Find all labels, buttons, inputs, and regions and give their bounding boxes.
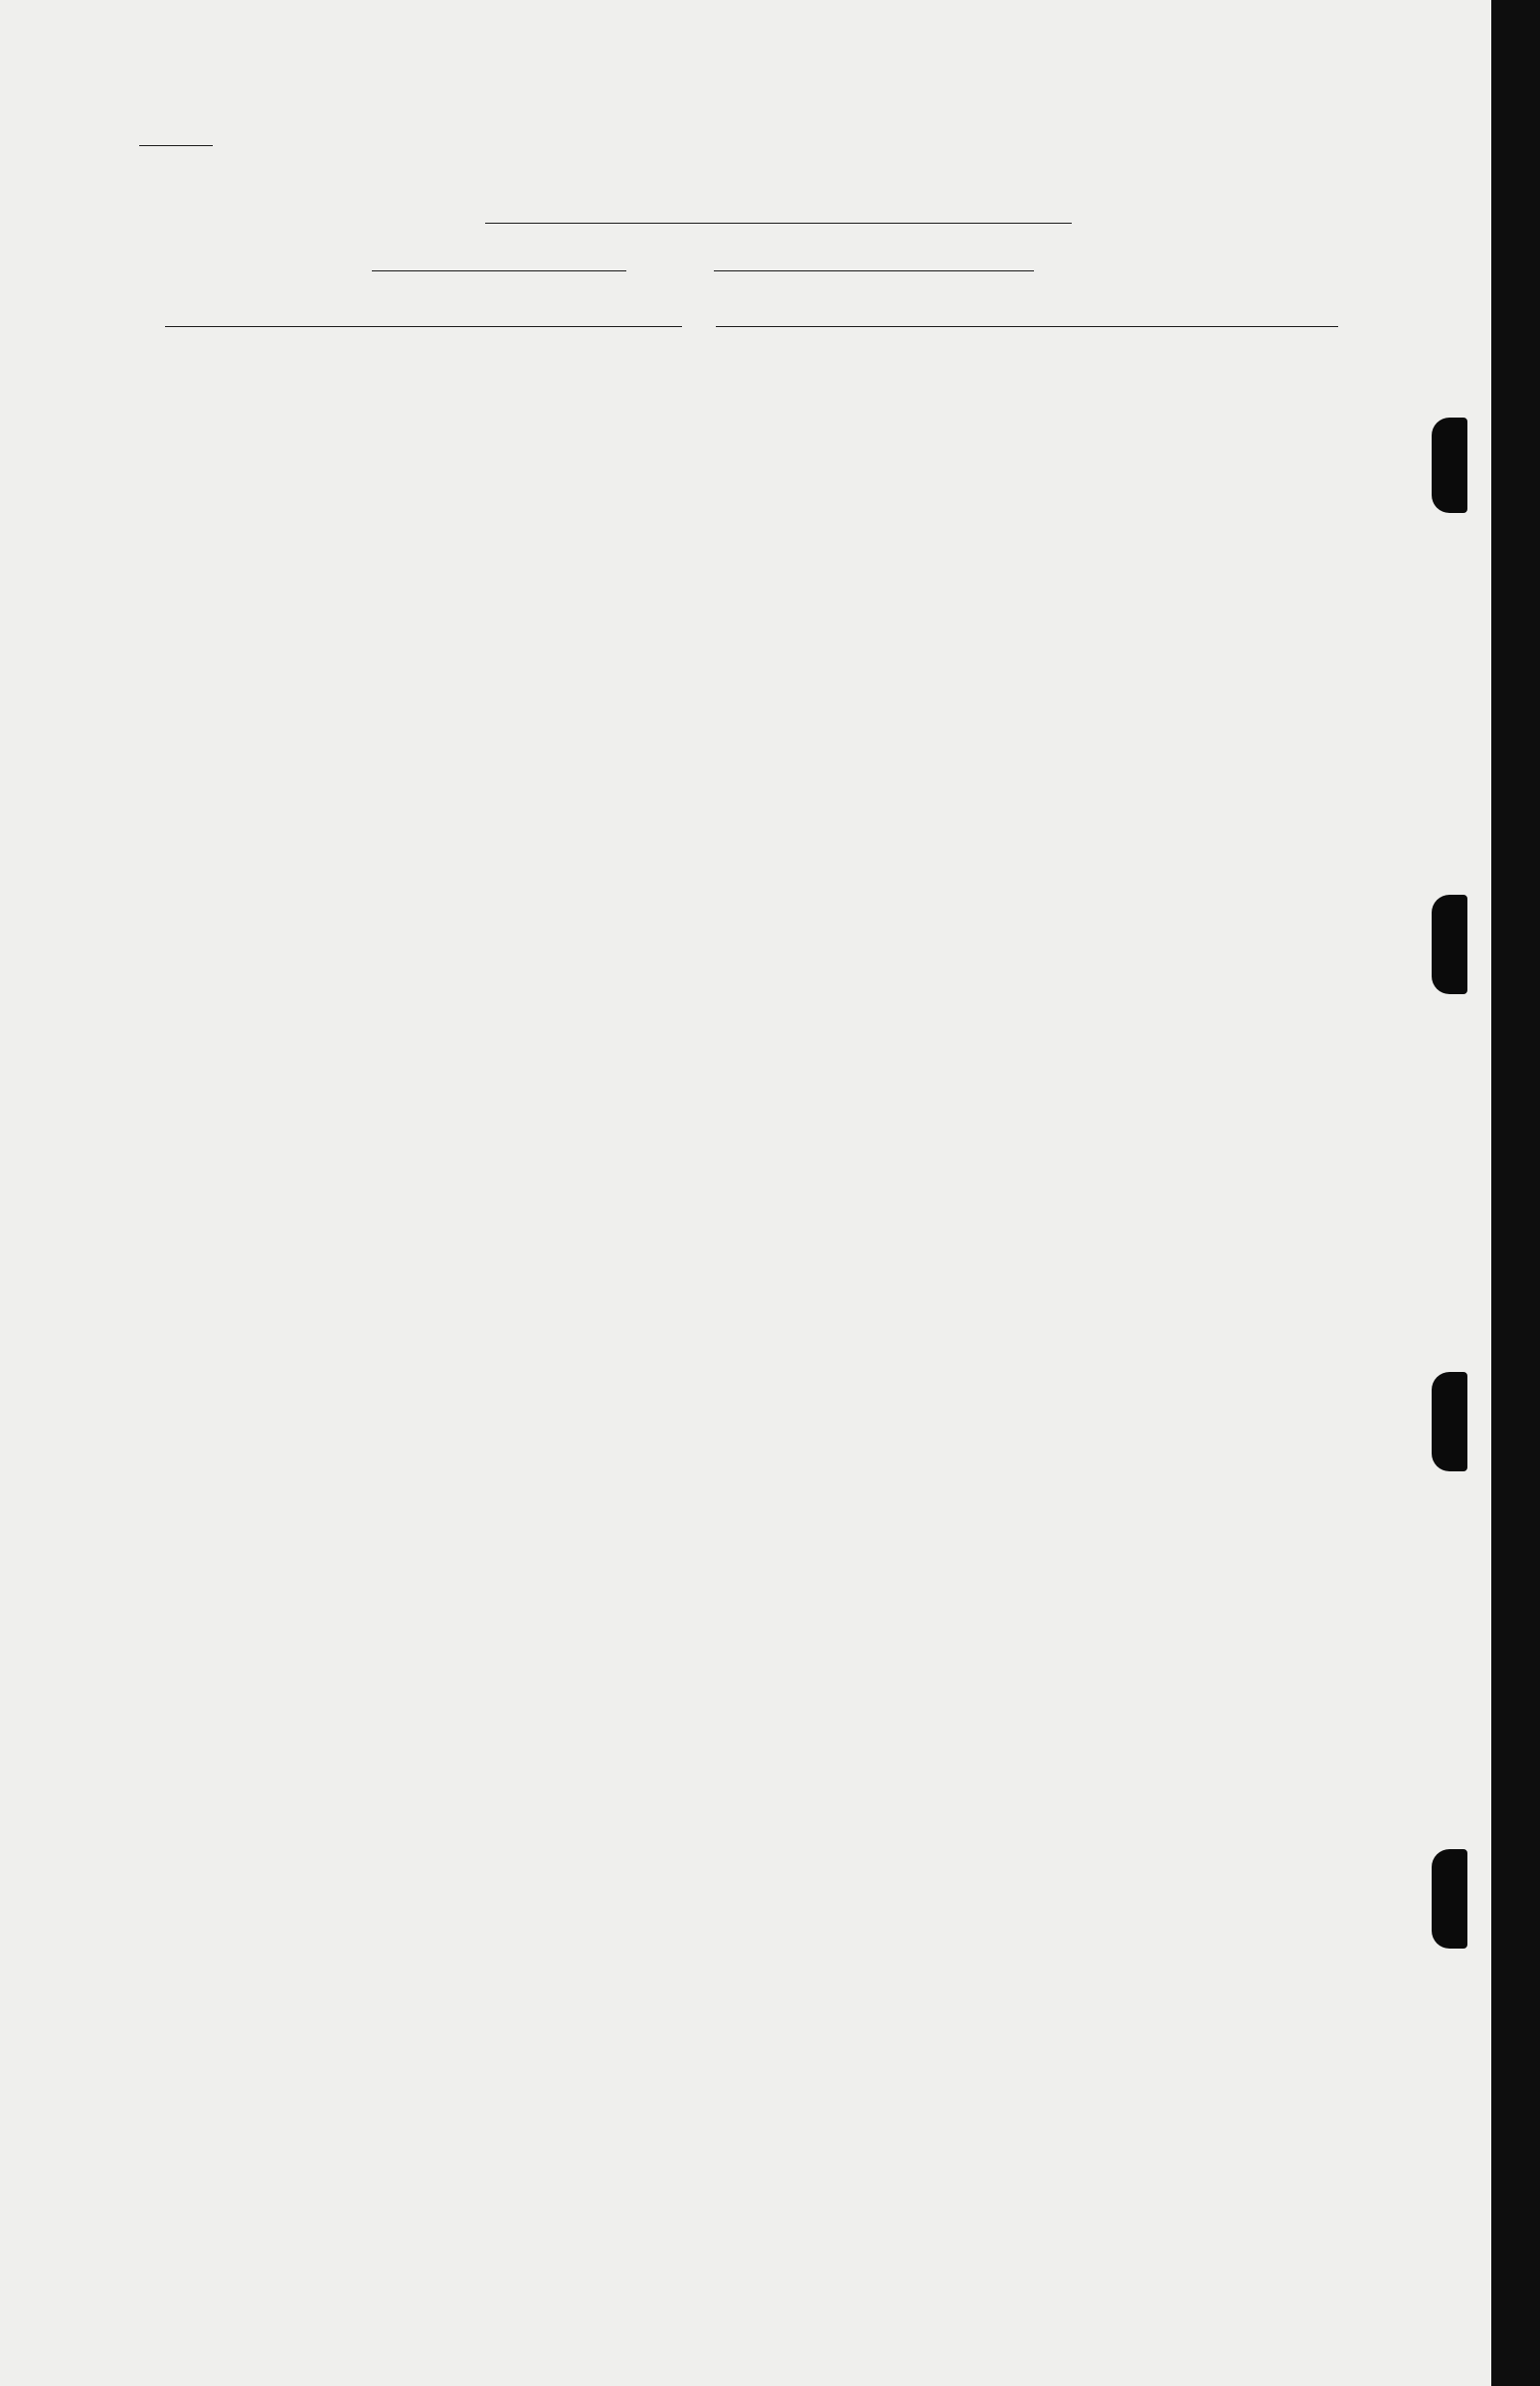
to-underline xyxy=(716,326,1338,327)
day-underline xyxy=(372,270,626,271)
binder-clip-1 xyxy=(1432,418,1467,513)
binder-clip-3 xyxy=(1432,1372,1467,1471)
binder-clip-2 xyxy=(1432,895,1467,994)
binder-clip-4 xyxy=(1432,1849,1467,1949)
month-underline xyxy=(714,270,1034,271)
page-number-underline xyxy=(139,145,213,146)
ship-underline xyxy=(485,223,1072,224)
from-underline xyxy=(165,326,682,327)
